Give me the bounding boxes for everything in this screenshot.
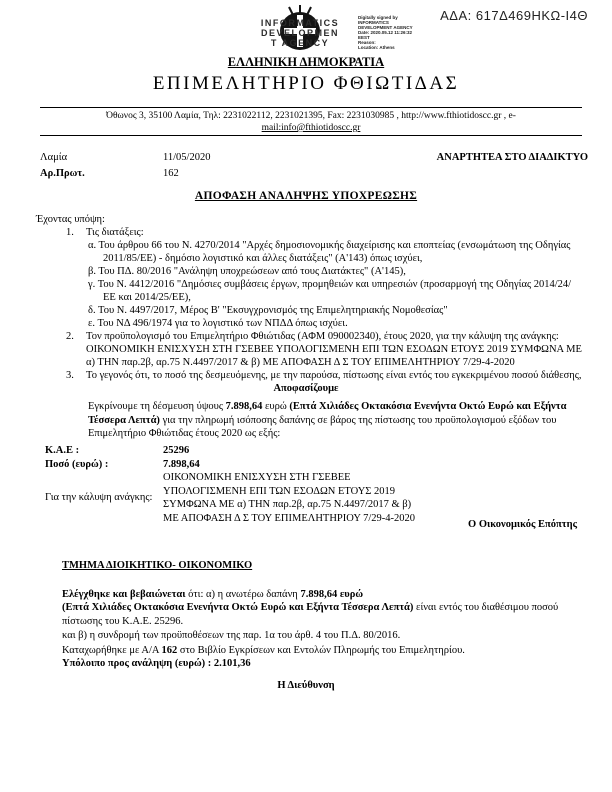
stamp-sig-line: Digitally signed by [358,15,398,20]
list-item-number: 2. [66,331,74,342]
approval-text: για την πληρωμή ισόποσης δαπάνης σε βάρος της πίστωσης του προϋπολογισμού εξόδων του Επιμελητήριο Φθιώτιδας έτους 2020 ως εξής: [88,414,557,439]
kae-value: 25296 [163,445,190,456]
having-regard-label: Έχοντας υπόψη: [36,214,105,225]
stamp-agency-line: DEVELOPMEN [260,28,339,38]
registration-serial: 162 [161,644,178,656]
list-item-text: Το γεγονός ότι, το ποσό της δεσμευόμενης, με την παρούσα, πίστωσης είναι εντός του εγκεκριμένου ποσού διάθεσης, [86,370,582,381]
department-section [62,559,584,671]
approval-amount-words: (Επτά Χιλιάδες Οκτακόσια Ενενήντα Οκτώ Ευρώ και Εξήντα Τέσσερα Λεπτά) [88,401,567,426]
approval-text: ευρώ [262,401,290,412]
list-item-1 [36,226,583,239]
need-value [163,471,415,525]
need-line: ΜΕ ΑΠΟΦΑΣΗ Δ Σ ΤΟΥ ΕΠΙΜΕΛΗΤΗΡΙΟΥ 7/29-4-2020 [163,512,416,524]
need-label: Για την κάλυψη ανάγκης: [45,492,153,504]
registration-line [62,644,584,658]
registration-text: Καταχωρήθηκε με Α/Α [62,644,162,656]
city-label: Λαμία [40,152,68,163]
table-row-need [45,471,575,525]
provision-item: γ. Του Ν. 4412/2016 "Δημόσιες συμβάσεις έργων, προμηθειών και υπηρεσιών (προσαρμογή της Οδηγίας 2014/24/ΕΕ και 2014/25/ΕΕ), [88,279,572,303]
verification-text: είναι εντός του διαθέσιμου ποσού [413,602,559,613]
table-row-kae [45,444,575,458]
need-line: ΟΙΚΟΝΟΜΙΚΗ ΕΝΙΣΧΥΣΗ ΣΤΗ ΓΣΕΒΕΕ [163,472,351,483]
commitment-table [45,444,575,525]
stamp-sig-line: Date: 2020.05.12 11:26:32 [358,30,413,35]
need-line: ΥΠΟΛΟΓΙΣΜΕΝΗ ΕΠΙ ΤΩΝ ΕΣΟΔΩΝ ΕΤΟΥΣ 2019 [163,485,396,497]
verification-amount-words: (Επτά Χιλιάδες Οκτακόσια Ενενήντα Οκτώ Ευρώ και Εξήντα Τέσσερα Λεπτά) [62,602,414,613]
verification-line-3: πίστωσης του Κ.Α.Ε. 25296. [62,615,184,627]
amount-value: 7.898,64 [163,458,200,470]
stamp-sig-line: Location: Athens [358,45,395,50]
kae-label: Κ.Α.Ε : [45,445,80,456]
chamber-name-heading: ΕΠΙΜΕΛΗΤΗΡΙΟ ΦΘΙΩΤΙΔΑΣ [152,73,460,94]
verification-amount: 7.898,64 ευρώ [300,588,364,600]
provision-item: α. Του άρθρου 66 του Ν. 4270/2014 "Αρχές δημοσιονομικής διαχείρισης και εποπτείας (ενσωμάτωση της Οδηγίας 2011/85/ΕΕ) - δημόσιο λογιστικό και άλλες διατάξεις" (Α'143) όπως ισχύει, [88,240,571,264]
ada-code [440,8,588,23]
remaining-balance-label: Υπόλοιπο προς ανάληψη (ευρώ) : [62,658,214,669]
stamp-agency-line: INFORMATICS [260,18,340,28]
stamp-sig-line: INFORMATICS [358,20,389,25]
header-divider-bottom [40,135,582,136]
remaining-balance-line [62,657,584,671]
registration-text: στο Βιβλίο Εγκρίσεων και Εντολών Πληρωμής του Επιμελητηρίου. [177,644,465,656]
financial-supervisor-signature: Ο Οικονομικός Επόπτης [468,519,577,530]
stamp-sig-line: DEVELOPMENT AGENCY [358,25,413,30]
list-item-text: Τον προϋπολογισμό του Επιμελητήριο Φθιώτιδας (ΑΦΜ 090002340), έτους 2020, για την κάλυψη της ανάγκης: ΟΙΚΟΝΟΜΙΚΗ ΕΝΙΣΧΥΣΗ ΣΤΗ ΓΣΕΒΕΕ ΥΠΟΛΟΓΙΣΜΕΝΗ ΕΠΙ ΤΩΝ ΕΣΟΔΩΝ ΕΤΟΥΣ 2019 ΣΥΜΦΩΝΑ ΜΕ α) ΤΗΝ παρ.2β, αρ.75 Ν.4497/2017 & β) ΜΕ ΑΠΟΦΑΣΗ Δ Σ ΤΟΥ ΕΠΙΜΕΛΗΤΗΡΙΟΥ 7/29-4-2020 [86,331,582,368]
header-divider-top [40,107,582,108]
table-row-amount [45,458,575,472]
verification-line-1 [62,588,584,602]
list-item-2 [36,330,583,369]
document-date: 11/05/2020 [163,152,211,163]
verification-bold: Ελέγχθηκε και βεβαιώνεται [62,588,186,600]
approval-paragraph [88,400,581,441]
stamp-sig-line: EEST [358,35,370,40]
hellenic-republic-heading: ΕΛΛΗΝΙΚΗ ΔΗΜΟΚΡΑΤΙΑ [227,55,385,69]
directorate-signature: Η Διεύθυνση [277,680,335,691]
protocol-number-value: 162 [163,168,179,179]
stamp-agency-line: T AGENCY [270,38,330,48]
document-meta [40,152,588,186]
preamble-section [36,213,583,382]
list-item-3 [36,369,583,382]
diavgeia-stamp [248,4,423,60]
provision-item: δ. Του Ν. 4497/2017, Μέρος Β' "Εκσυγχρονισμός της Επιμελητηριακής Νομοθεσίας" [88,305,448,316]
provisions-block [88,239,583,330]
need-line: ΣΥΜΦΩΝΑ ΜΕ α) ΤΗΝ παρ.2β, αρ.75 Ν.4497/2017 & β) [163,499,412,510]
we-decide-heading: Αποφασίζουμε [273,383,339,394]
remaining-balance-value: 2.101,36 [213,658,251,669]
list-item-text: Τις διατάξεις: [86,227,144,238]
ada-label: ΑΔΑ: [440,8,472,23]
provision-item: β. Του ΠΔ. 80/2016 "Ανάληψη υποχρεώσεων από τους Διατάκτες" (Α'145), [88,266,406,277]
verification-text: ότι: α) η ανωτέρω δαπάνη [185,588,301,600]
provision-item: ε. Του ΝΔ 496/1974 για το λογιστικό των ΝΠΔΔ όπως ισχύει. [88,318,348,329]
approval-amount: 7.898,64 [225,401,263,412]
list-item-number: 3. [66,370,74,381]
amount-label: Ποσό (ευρώ) : [45,458,109,470]
publish-notice: ΑΝΑΡΤΗΤΕΑ ΣΤΟ ΔΙΑΔΙΚΤΥΟ [436,152,588,163]
document-title: ΑΠΟΦΑΣΗ ΑΝΑΛΗΨΗΣ ΥΠΟΧΡΕΩΣΗΣ [194,190,418,202]
department-title: ΤΜΗΜΑ ΔΙΟΙΚΗΤΙΚΟ- ΟΙΚΟΝΟΜΙΚΟ [62,560,253,571]
stamp-signature-details [358,15,420,50]
address-email-link[interactable]: mail:info@fthiotidoscc.gr [261,123,361,133]
approval-text: Εγκρίνουμε τη δέσμευση ύψους [88,401,226,412]
list-item-number: 1. [66,227,74,238]
verification-line-4: και β) η συνδρομή των προϋποθέσεων της παρ. 1α του άρθ. 4 του Π.Δ. 80/2016. [62,630,401,641]
chamber-address [40,110,582,134]
protocol-number-label: Αρ.Πρωτ. [40,168,85,179]
stamp-sig-line: Reason: [358,40,376,45]
stamp-agency-name [244,18,356,48]
address-line-1: Όθωνος 3, 35100 Λαμία, Τηλ: 2231022112, 2231021395, Fax: 2231030985 , http://www.fthiotidoscc.gr , e- [106,111,516,121]
ada-value: 617Δ469ΗΚΩ-Ι4Θ [475,8,588,23]
verification-line-2 [62,601,584,615]
